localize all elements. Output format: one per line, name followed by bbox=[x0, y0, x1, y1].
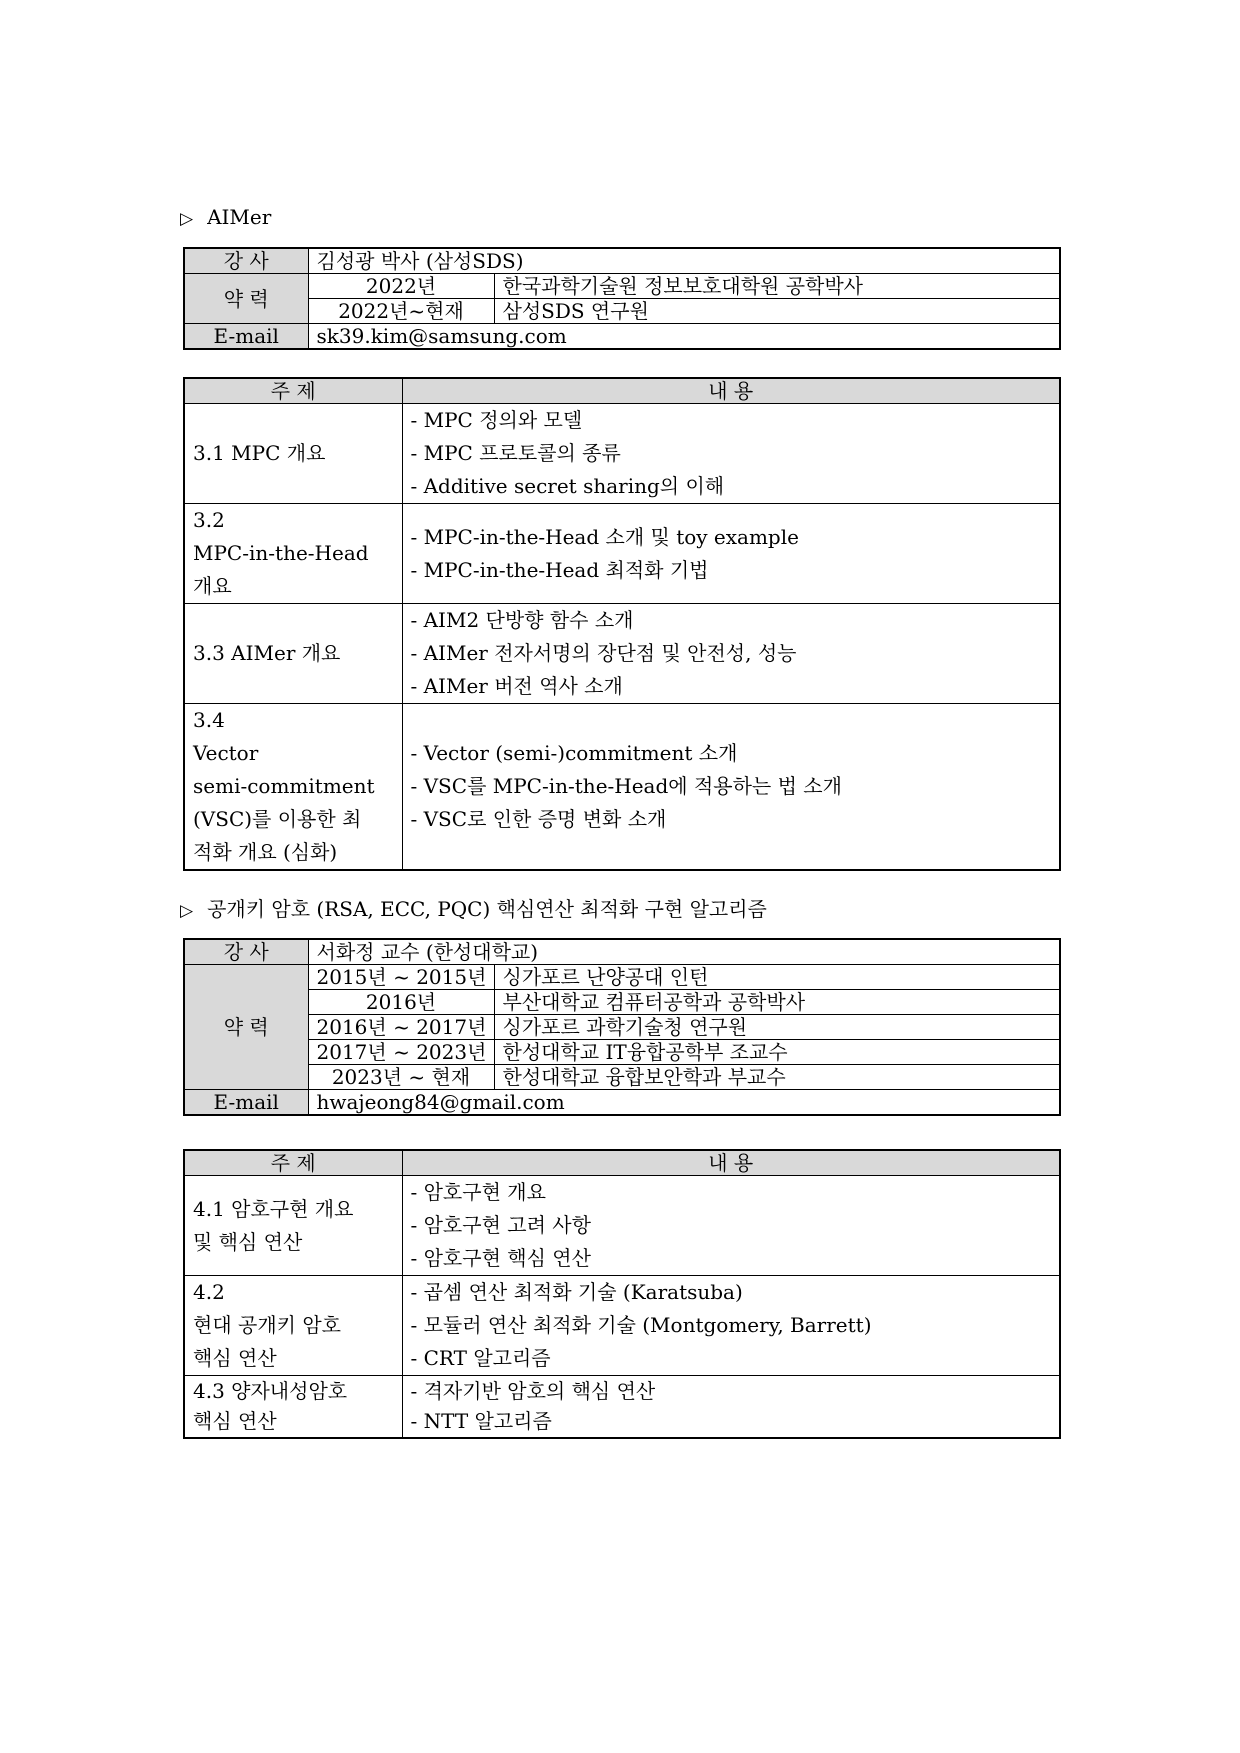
content-header: 내 용 bbox=[402, 1150, 1060, 1176]
career-period: 2017년 ~ 2023년 bbox=[308, 1040, 494, 1065]
list-item: - MPC 프로토콜의 종류 bbox=[410, 441, 621, 465]
career-desc: 부산대학교 컴퓨터공학과 공학박사 bbox=[494, 990, 1060, 1015]
topic-subject: 3.2 MPC-in-the-Head 개요 bbox=[184, 504, 402, 604]
career-period: 2015년 ~ 2015년 bbox=[308, 965, 494, 990]
career-period: 2022년~현재 bbox=[308, 299, 494, 324]
triangle-bullet-icon: ▷ bbox=[180, 901, 194, 921]
topic-content bbox=[402, 504, 1060, 604]
topic-content bbox=[402, 1276, 1060, 1376]
topic-subject: 3.1 MPC 개요 bbox=[184, 404, 402, 504]
section-title-public-key: ▷ 공개키 암호 (RSA, ECC, PQC) 핵심연산 최적화 구현 알고리즘 bbox=[180, 897, 767, 921]
content-header: 내 용 bbox=[402, 378, 1060, 404]
career-label: 약 력 bbox=[184, 274, 308, 324]
career-period: 2023년 ~ 현재 bbox=[308, 1065, 494, 1090]
career-desc: 싱가포르 난양공대 인턴 bbox=[494, 965, 1060, 990]
career-period: 2022년 bbox=[308, 274, 494, 299]
list-item: - AIM2 단방향 함수 소개 bbox=[410, 608, 634, 632]
career-desc: 싱가포르 과학기술청 연구원 bbox=[494, 1015, 1060, 1040]
list-item: - 모듈러 연산 최적화 기술 (Montgomery, Barrett) bbox=[410, 1313, 872, 1337]
topic-content bbox=[402, 1176, 1060, 1276]
list-item: - NTT 알고리즘 bbox=[410, 1409, 552, 1434]
topics-table bbox=[183, 377, 1061, 871]
list-item: - VSC를 MPC-in-the-Head에 적용하는 법 소개 bbox=[410, 774, 842, 798]
lecturer-name: 김성광 박사 (삼성SDS) bbox=[308, 248, 1060, 274]
email-label: E-mail bbox=[184, 1090, 308, 1116]
topic-content bbox=[402, 704, 1060, 871]
career-desc: 한성대학교 융합보안학과 부교수 bbox=[494, 1065, 1060, 1090]
lecturer-info-table bbox=[183, 247, 1061, 350]
topic-subject: 4.2 현대 공개키 암호 핵심 연산 bbox=[184, 1276, 402, 1376]
list-item: - 곱셈 연산 최적화 기술 (Karatsuba) bbox=[410, 1280, 743, 1304]
list-item: - AIMer 전자서명의 장단점 및 안전성, 성능 bbox=[410, 641, 797, 665]
table-row bbox=[184, 1176, 1060, 1276]
table-row bbox=[184, 404, 1060, 504]
table-row bbox=[184, 1376, 1060, 1438]
list-item: - VSC로 인한 증명 변화 소개 bbox=[410, 807, 667, 831]
list-item: - 암호구현 개요 bbox=[410, 1180, 546, 1204]
email-value: sk39.kim@samsung.com bbox=[308, 324, 1060, 350]
list-item: - Vector (semi-)commitment 소개 bbox=[410, 741, 738, 765]
topic-content bbox=[402, 1376, 1060, 1438]
career-period: 2016년 ~ 2017년 bbox=[308, 1015, 494, 1040]
lecturer-label: 강 사 bbox=[184, 939, 308, 965]
email-value: hwajeong84@gmail.com bbox=[308, 1090, 1060, 1116]
list-item: - 암호구현 고려 사항 bbox=[410, 1213, 591, 1237]
email-label: E-mail bbox=[184, 324, 308, 350]
list-item: - 암호구현 핵심 연산 bbox=[410, 1246, 591, 1270]
topics-table bbox=[183, 1149, 1061, 1439]
list-item: - MPC-in-the-Head 최적화 기법 bbox=[410, 557, 709, 582]
lecturer-name: 서화정 교수 (한성대학교) bbox=[308, 939, 1060, 965]
career-desc: 한국과학기술원 정보보호대학원 공학박사 bbox=[494, 274, 1060, 299]
career-desc: 한성대학교 IT융합공학부 조교수 bbox=[494, 1040, 1060, 1065]
topic-content bbox=[402, 404, 1060, 504]
lecturer-info-table bbox=[183, 938, 1061, 1116]
career-desc: 삼성SDS 연구원 bbox=[494, 299, 1060, 324]
triangle-bullet-icon: ▷ bbox=[180, 209, 194, 229]
list-item: - MPC-in-the-Head 소개 및 toy example bbox=[410, 524, 799, 549]
table-row bbox=[184, 1276, 1060, 1376]
table-row bbox=[184, 604, 1060, 704]
section-title-aimer: ▷ AIMer bbox=[180, 205, 272, 229]
list-item: - AIMer 버전 역사 소개 bbox=[410, 674, 623, 698]
topic-subject: 4.3 양자내성암호 핵심 연산 bbox=[184, 1376, 402, 1438]
topic-subject: 4.1 암호구현 개요 및 핵심 연산 bbox=[184, 1176, 402, 1276]
career-period: 2016년 bbox=[308, 990, 494, 1015]
table-row bbox=[184, 704, 1060, 871]
career-label: 약 력 bbox=[184, 965, 308, 1090]
topic-subject: 3.4 Vector semi-commitment (VSC)를 이용한 최 적화 개요 (심화) bbox=[184, 704, 402, 871]
topic-content bbox=[402, 604, 1060, 704]
subject-header: 주 제 bbox=[184, 1150, 402, 1176]
topic-subject: 3.3 AIMer 개요 bbox=[184, 604, 402, 704]
table-row bbox=[184, 504, 1060, 604]
lecturer-label: 강 사 bbox=[184, 248, 308, 274]
list-item: - CRT 알고리즘 bbox=[410, 1346, 551, 1370]
list-item: - MPC 정의와 모델 bbox=[410, 408, 583, 432]
list-item: - Additive secret sharing의 이해 bbox=[410, 474, 725, 498]
subject-header: 주 제 bbox=[184, 378, 402, 404]
list-item: - 격자기반 암호의 핵심 연산 bbox=[410, 1379, 656, 1404]
